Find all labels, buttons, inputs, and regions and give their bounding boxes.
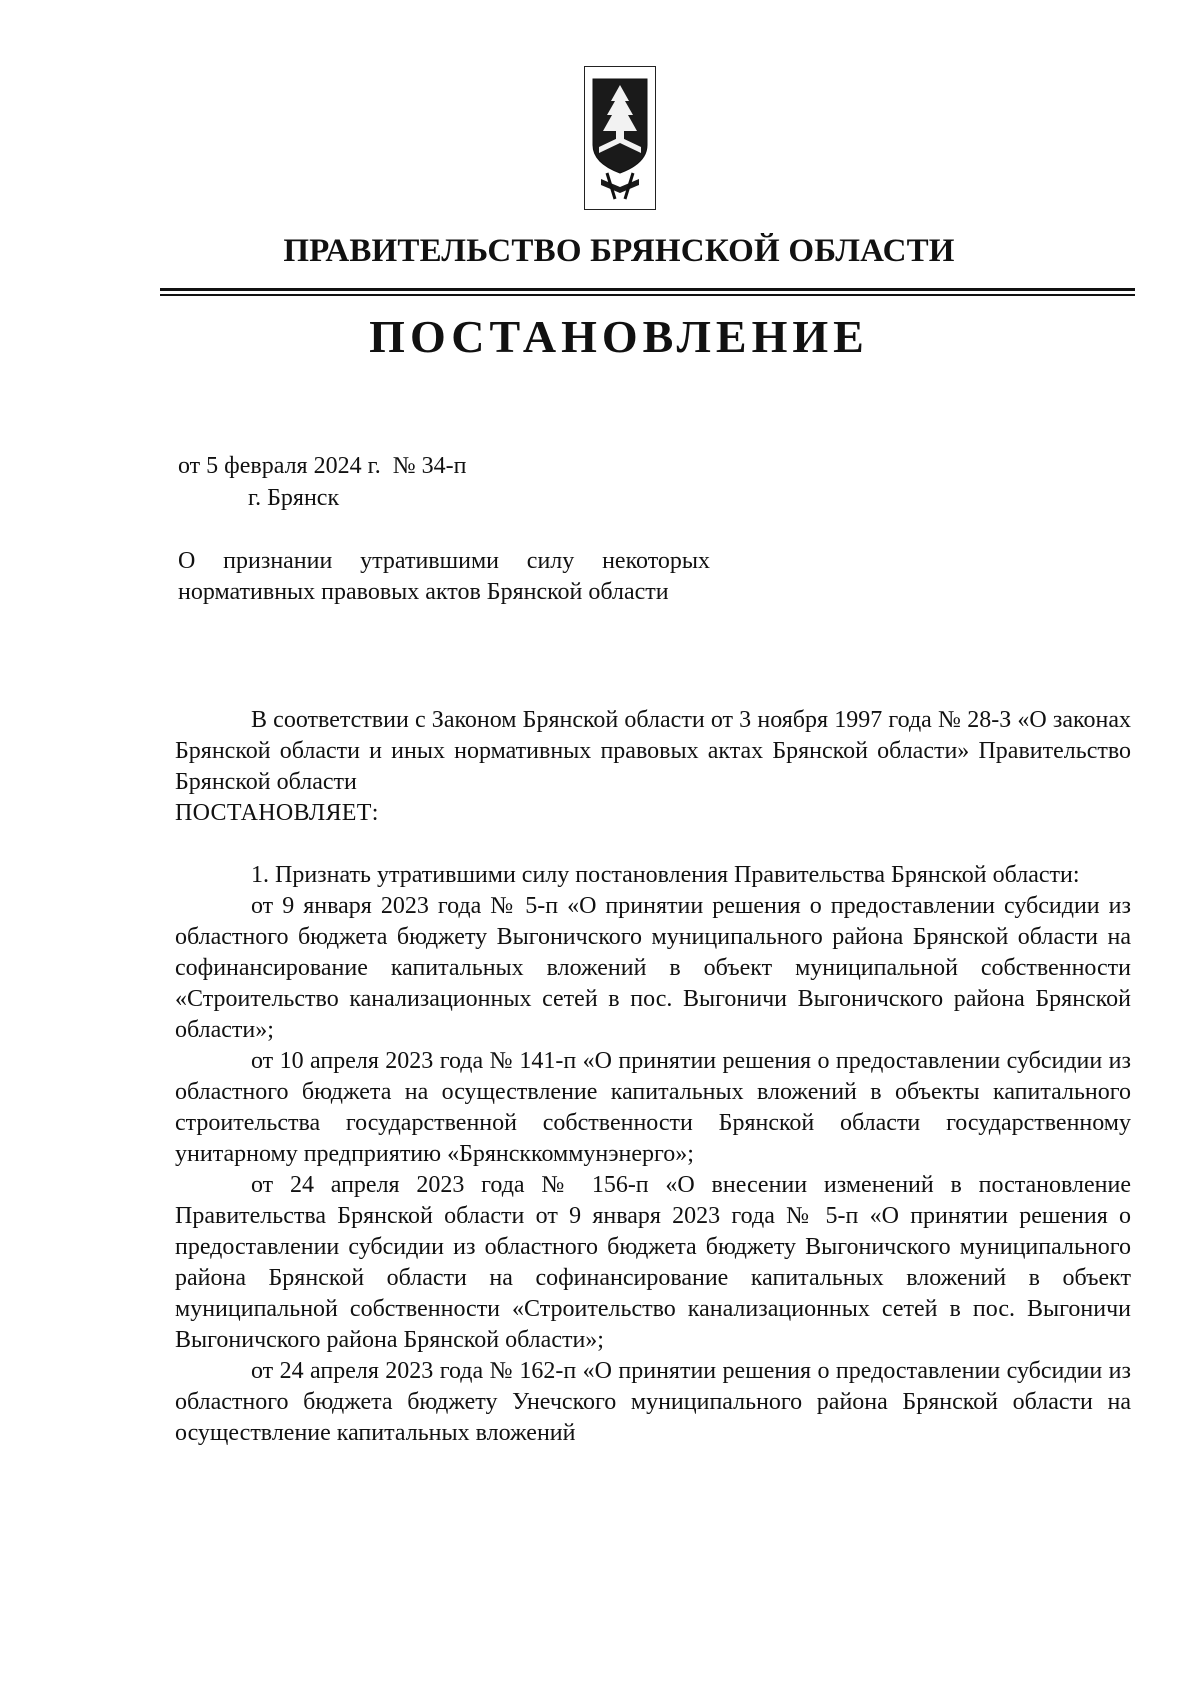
header-rule-thin (160, 294, 1135, 296)
paragraph-spacer (175, 829, 1131, 860)
coat-of-arms-icon (584, 66, 656, 210)
document-city: г. Брянск (248, 485, 340, 511)
repealed-act-4: от 24 апреля 2023 года № 162-п «О принятии решения о предоставлении субсидии из областного бюджета бюджету Унечского муниципального района Брянской области на осуществление капитальных вложений (175, 1358, 1131, 1446)
document-body (175, 705, 1131, 1449)
header-rule-thick (160, 288, 1135, 291)
government-title: ПРАВИТЕЛЬСТВО БРЯНСКОЙ ОБЛАСТИ (283, 233, 955, 269)
preamble-paragraph: В соответствии с Законом Брянской области от 3 ноября 1997 года № 28-З «О законах Брянской области и иных нормативных правовых актах Брянской области» Правительство Брянской области (175, 707, 1131, 795)
document-number: № 34-п (392, 453, 467, 479)
document-meta (178, 450, 466, 514)
item-1-intro: 1. Признать утратившими силу постановления Правительства Брянской области: (251, 862, 1080, 888)
decree-word: ПОСТАНОВЛЯЕТ: (175, 800, 379, 826)
document-date: от 5 февраля 2024 г. (178, 453, 381, 479)
document-subject: О признании утратившими силу некоторых нормативных правовых актов Брянской области (178, 548, 710, 605)
document-type-title: ПОСТАНОВЛЕНИЕ (369, 311, 869, 362)
repealed-act-1: от 9 января 2023 года № 5-п «О принятии решения о предоставлении субсидии из областного бюджета бюджету Выгоничского муниципального района Брянской области на софинансирование капитальных вложений в объект муниципальной собственности «Строительство канализационных сетей в пос. Выгоничи Выгоничского района Брянской области»; (175, 893, 1131, 1043)
repealed-act-3: от 24 апреля 2023 года № 156-п «О внесении изменений в постановление Правительства Брянской области от 9 января 2023 года № 5-п «О принятии решения о предоставлении субсидии из областного бюджета бюджету Выгоничского муниципального района Брянской области на софинансирование капитальных вложений в объект муниципальной собственности «Строительство канализационных сетей в пос. Выгоничи Выгоничского района Брянской области»; (175, 1172, 1131, 1353)
repealed-act-2: от 10 апреля 2023 года № 141-п «О принятии решения о предоставлении субсидии из областного бюджета на осуществление капитальных вложений в объекты капитального строительства государственной собственности Брянской области государственному унитарному предприятию «Брянсккоммунэнерго»; (175, 1048, 1131, 1167)
